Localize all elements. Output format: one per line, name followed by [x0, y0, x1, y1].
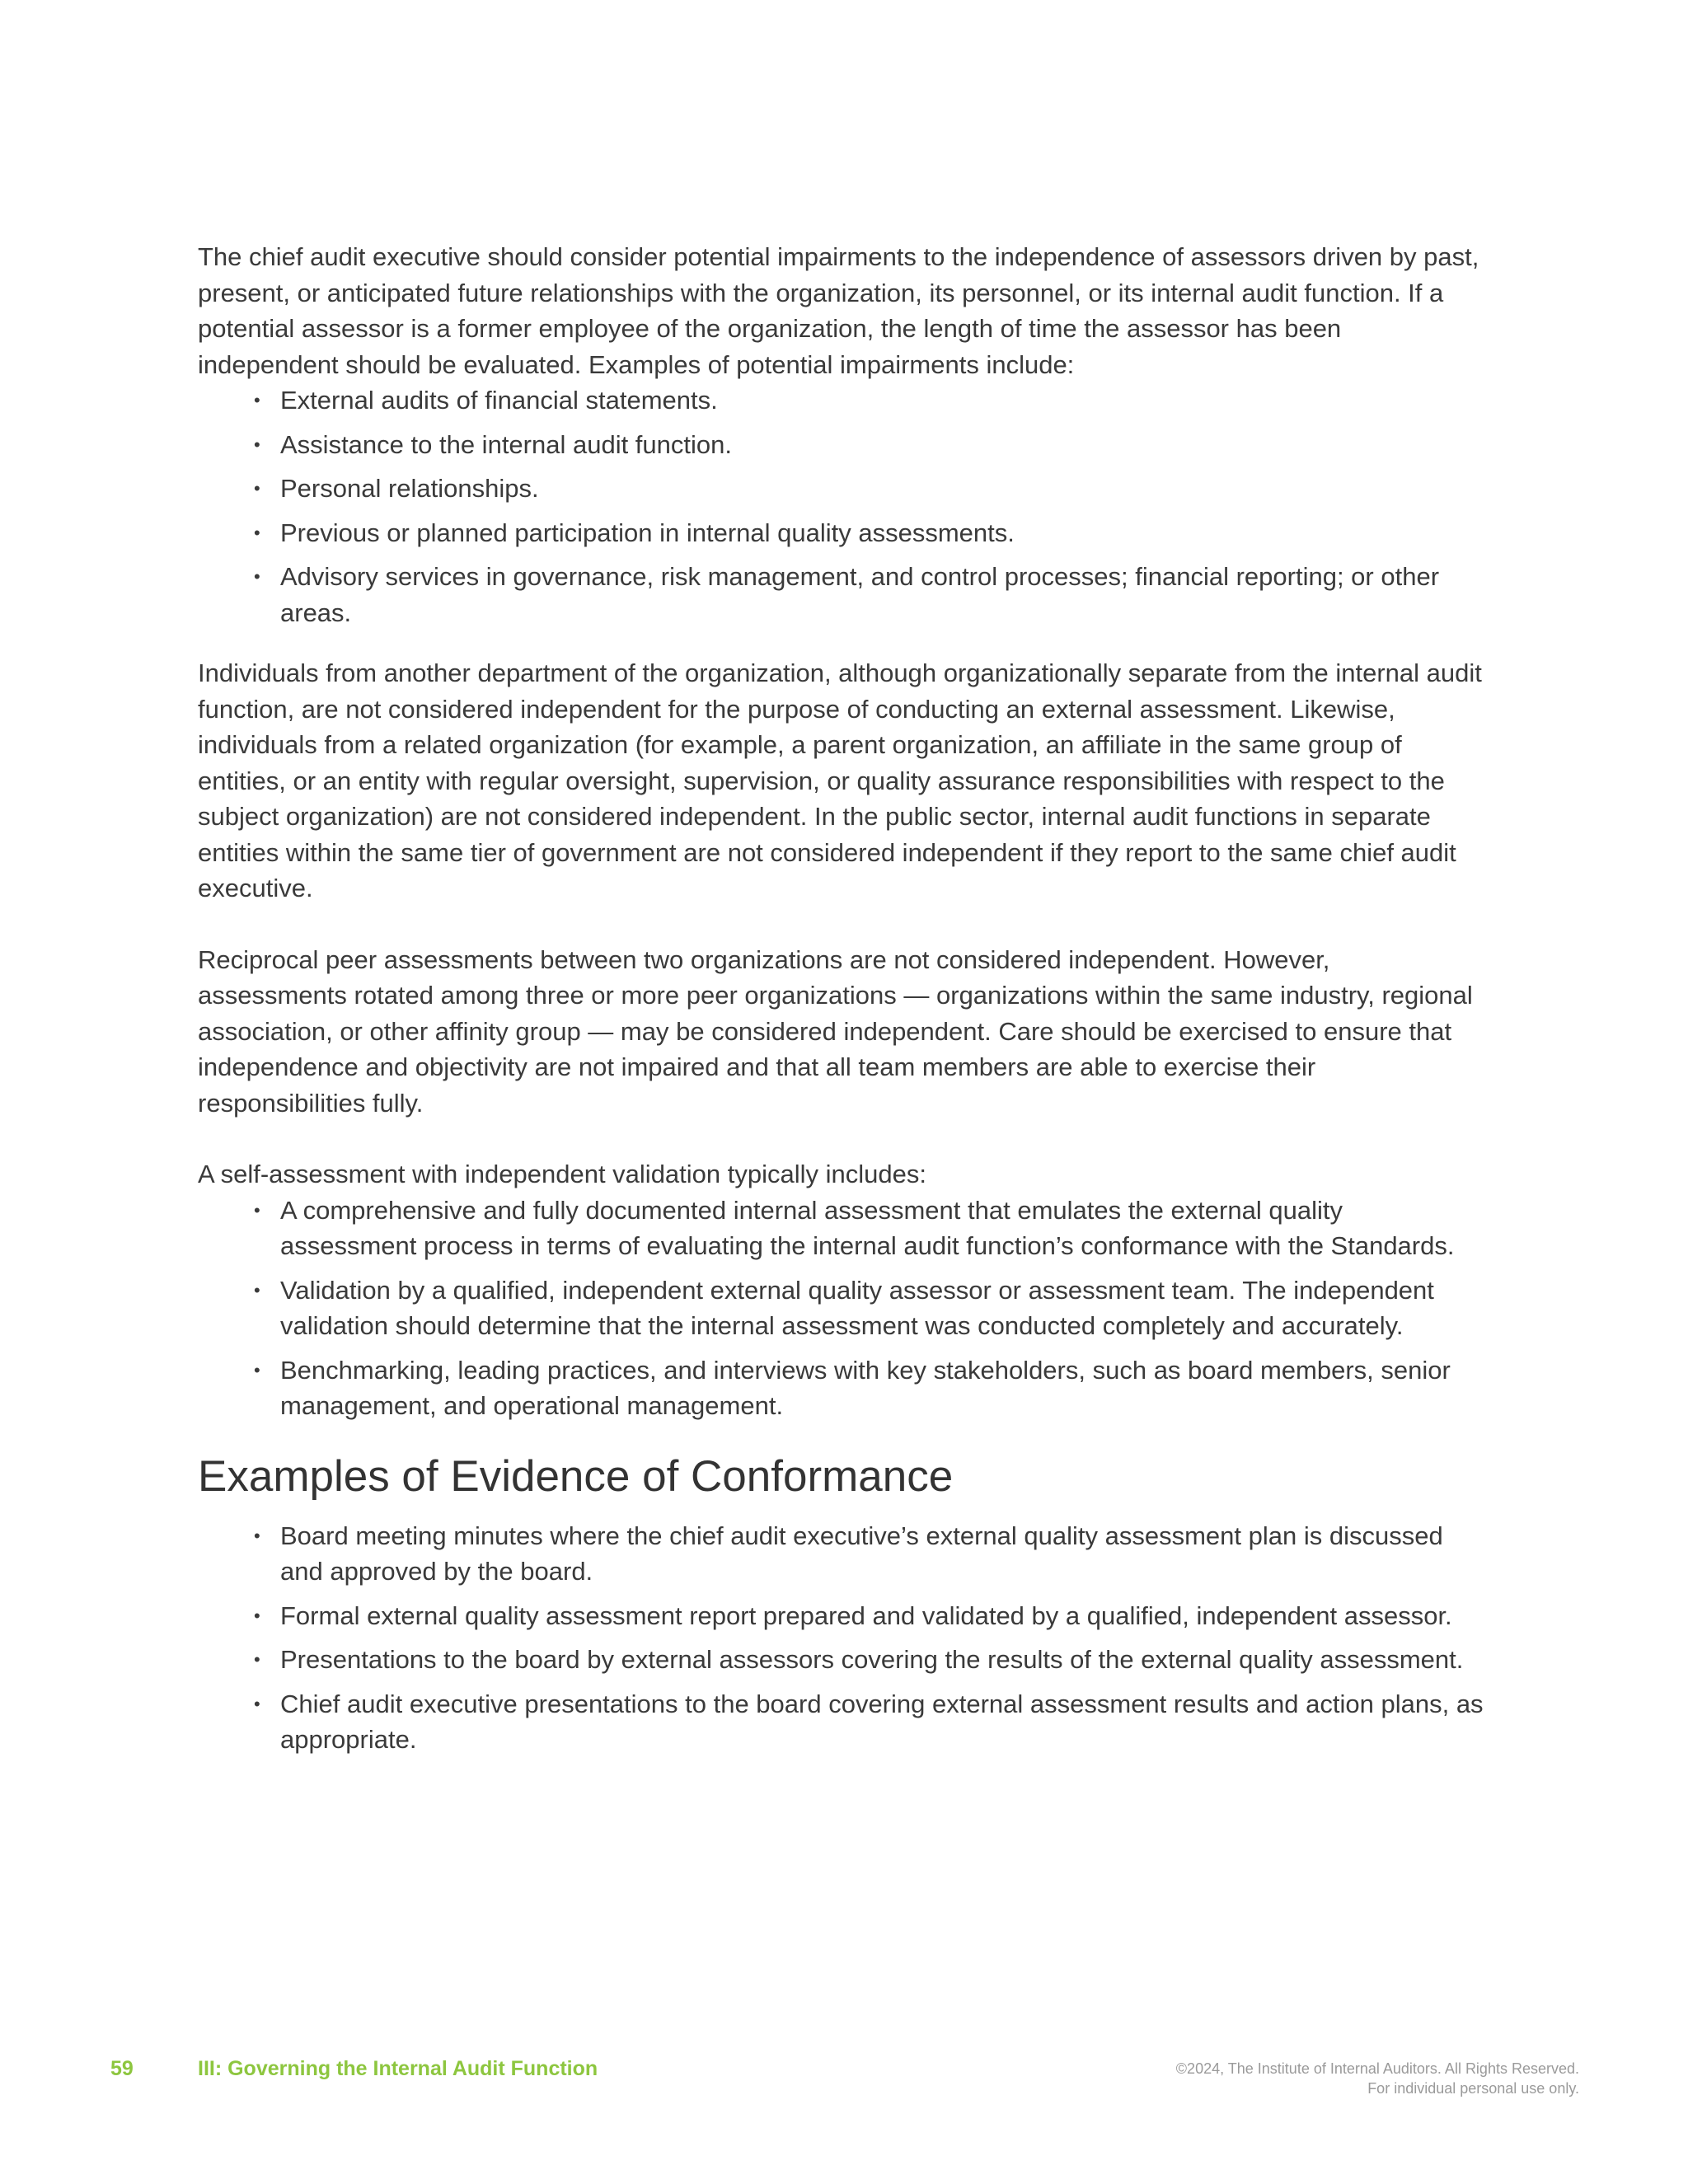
list-item-text: External audits of financial statements.: [280, 386, 718, 415]
individuals-paragraph: Individuals from another department of the organization, although organizationally separate from the internal audit function, are not considered independent for the purpose of conducting an external assessment. Likewise, individuals from a related organization (for example, a parent organization, an affiliate in the same group of entities, or an entity with regular oversight, supervision, or quality assurance responsibilities with respect to the subject organization) are not considered independent. In the public sector, internal audit functions in separate entities within the same tier of government are not considered independent if they report to the same chief audit executive.: [198, 658, 1482, 902]
list-item-text: Formal external quality assessment report prepared and validated by a qualified, independent assessor.: [280, 1601, 1452, 1630]
list-item-text: Board meeting minutes where the chief audit executive’s external quality assessment plan is discussed and approved by the board.: [280, 1521, 1443, 1586]
bullet-icon: •: [254, 522, 260, 543]
bullet-icon: •: [254, 1525, 260, 1546]
self-assessment-list: [198, 1193, 1484, 1424]
copyright-line: ©2024, The Institute of Internal Auditors. All Rights Reserved.: [1175, 2060, 1579, 2077]
usage-notice: For individual personal use only.: [1367, 2080, 1579, 2097]
list-item-text: Personal relationships.: [280, 474, 539, 503]
section-title: III: Governing the Internal Audit Function: [198, 2057, 598, 2080]
bullet-icon: •: [254, 1605, 260, 1626]
list-item-text: Previous or planned participation in internal quality assessments.: [280, 518, 1015, 547]
bullet-icon: •: [254, 434, 260, 455]
list-item: [198, 1193, 1484, 1264]
intro-paragraph: The chief audit executive should consider potential impairments to the independence of assessors driven by past, present, or anticipated future relationships with the organization, its personnel, or its internal audit function. If a potential assessor is a former employee of the organization, the length of time the assessor has been independent should be evaluated. Examples of potential impairments include:: [198, 242, 1479, 379]
bullet-icon: •: [254, 1693, 260, 1714]
list-item-text: Presentations to the board by external assessors covering the results of the external quality assessment.: [280, 1645, 1464, 1674]
list-item-text: Benchmarking, leading practices, and interviews with key stakeholders, such as board members, senior management, and operational management.: [280, 1355, 1451, 1420]
list-item-text: A comprehensive and fully documented internal assessment that emulates the external quality assessment process in terms of evaluating the internal audit function’s conformance with the Standards.: [280, 1195, 1455, 1260]
list-item: [198, 515, 1484, 551]
list-item: [198, 471, 1484, 507]
list-item: [198, 427, 1484, 463]
bullet-icon: •: [254, 1359, 260, 1380]
page-content: [198, 239, 1484, 1758]
evidence-list: [198, 1518, 1484, 1758]
list-item: [198, 1598, 1484, 1634]
list-item-text: Assistance to the internal audit function.: [280, 429, 732, 459]
bullet-icon: •: [254, 478, 260, 499]
list-item-text: Chief audit executive presentations to the board covering external assessment results and action plans, as appropriate.: [280, 1689, 1484, 1754]
list-item: [198, 1518, 1484, 1590]
list-item: [198, 382, 1484, 419]
page-number: 59: [110, 2057, 134, 2080]
bullet-icon: •: [254, 390, 260, 410]
list-item: [198, 1642, 1484, 1678]
impairments-list: [198, 382, 1484, 630]
list-item: [198, 1352, 1484, 1424]
list-item: [198, 1686, 1484, 1758]
list-item: [198, 559, 1484, 630]
bullet-icon: •: [254, 1199, 260, 1221]
bullet-icon: •: [254, 1649, 260, 1670]
list-item-text: Validation by a qualified, independent external quality assessor or assessment team. The independent validation should determine that the internal assessment was conducted completely and accurately.: [280, 1275, 1434, 1340]
evidence-heading: Examples of Evidence of Conformance: [198, 1451, 954, 1501]
self-assessment-intro: A self-assessment with independent validation typically includes:: [198, 1160, 926, 1188]
bullet-icon: •: [254, 566, 260, 587]
reciprocal-paragraph: Reciprocal peer assessments between two organizations are not considered independent. However, assessments rotated among three or more peer organizations — organizations within the same industry, regional association, or other affinity group — may be considered independent. Care should be exercised to ensure that independence and objectivity are not impaired and that all team members are able to exercise their responsibilities fully.: [198, 944, 1473, 1118]
copyright-notice: [1176, 2059, 1579, 2098]
bullet-icon: •: [254, 1279, 260, 1301]
list-item: [198, 1272, 1484, 1344]
list-item-text: Advisory services in governance, risk management, and control processes; financial reporting; or other areas.: [280, 562, 1440, 627]
